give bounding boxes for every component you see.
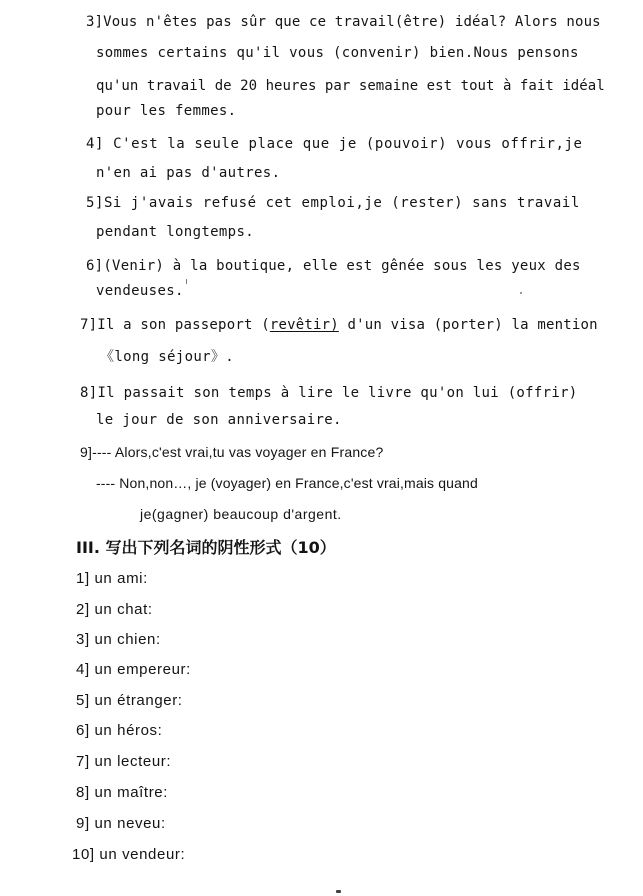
item-7-line-2: 《long séjour》.: [100, 349, 235, 365]
section-heading: III. 写出下列名词的阴性形式（10）: [76, 538, 336, 557]
item-7-underlined-verb: revêtir): [269, 317, 339, 333]
vocab-item-3: 3] un chien:: [76, 631, 161, 648]
vocab-item-1: 1] un ami:: [76, 570, 148, 587]
item-4-line-1: 4] C'est la seule place que je (pouvoir) vous offrir,je: [86, 136, 583, 152]
item-3-line-2: sommes certains qu'il vous (convenir) bien.Nous pensons: [96, 45, 579, 61]
vocab-item-8: 8] un maître:: [76, 784, 169, 801]
scan-speck: [186, 279, 187, 284]
item-4-line-2: n'en ai pas d'autres.: [96, 165, 281, 181]
item-3-line-3: qu'un travail de 20 heures par semaine est tout à fait idéal: [96, 78, 605, 94]
scan-speck: [336, 890, 341, 893]
scan-speck: [520, 292, 522, 294]
vocab-item-2: 2] un chat:: [76, 601, 153, 618]
item-9-line-1: 9]---- Alors,c'est vrai,tu vas voyager en France?: [80, 444, 384, 460]
item-5-line-2: pendant longtemps.: [96, 224, 255, 240]
item-6-line-1: 6](Venir) à la boutique, elle est gênée sous les yeux des: [86, 258, 581, 274]
item-6-line-2: vendeuses.: [96, 283, 184, 299]
item-3-line-4: pour les femmes.: [96, 103, 237, 119]
item-7-text-after: d'un visa (porter) la mention: [338, 317, 598, 333]
item-8-line-1: 8]Il passait son temps à lire le livre qu'on lui (offrir): [80, 385, 578, 401]
item-7-text-before: 7]Il a son passeport (: [80, 317, 270, 333]
item-3-line-1: 3]Vous n'êtes pas sûr que ce travail(être) idéal? Alors nous: [86, 14, 601, 30]
item-9-line-2: ---- Non,non…, je (voyager) en France,c'est vrai,mais quand: [96, 475, 478, 491]
vocab-item-6: 6] un héros:: [76, 722, 163, 739]
vocab-item-5: 5] un étranger:: [76, 692, 183, 709]
item-5-line-1: 5]Si j'avais refusé cet emploi,je (rester) sans travail: [86, 195, 580, 211]
vocab-item-9: 9] un neveu:: [76, 815, 166, 832]
vocab-item-10: 10] un vendeur:: [72, 846, 186, 863]
vocab-item-4: 4] un empereur:: [76, 661, 191, 678]
item-7-line-1: [80, 316, 598, 334]
item-8-line-2: le jour de son anniversaire.: [96, 412, 342, 428]
vocab-item-7: 7] un lecteur:: [76, 753, 172, 770]
item-9-line-3: je(gagner) beaucoup d'argent.: [140, 506, 342, 522]
